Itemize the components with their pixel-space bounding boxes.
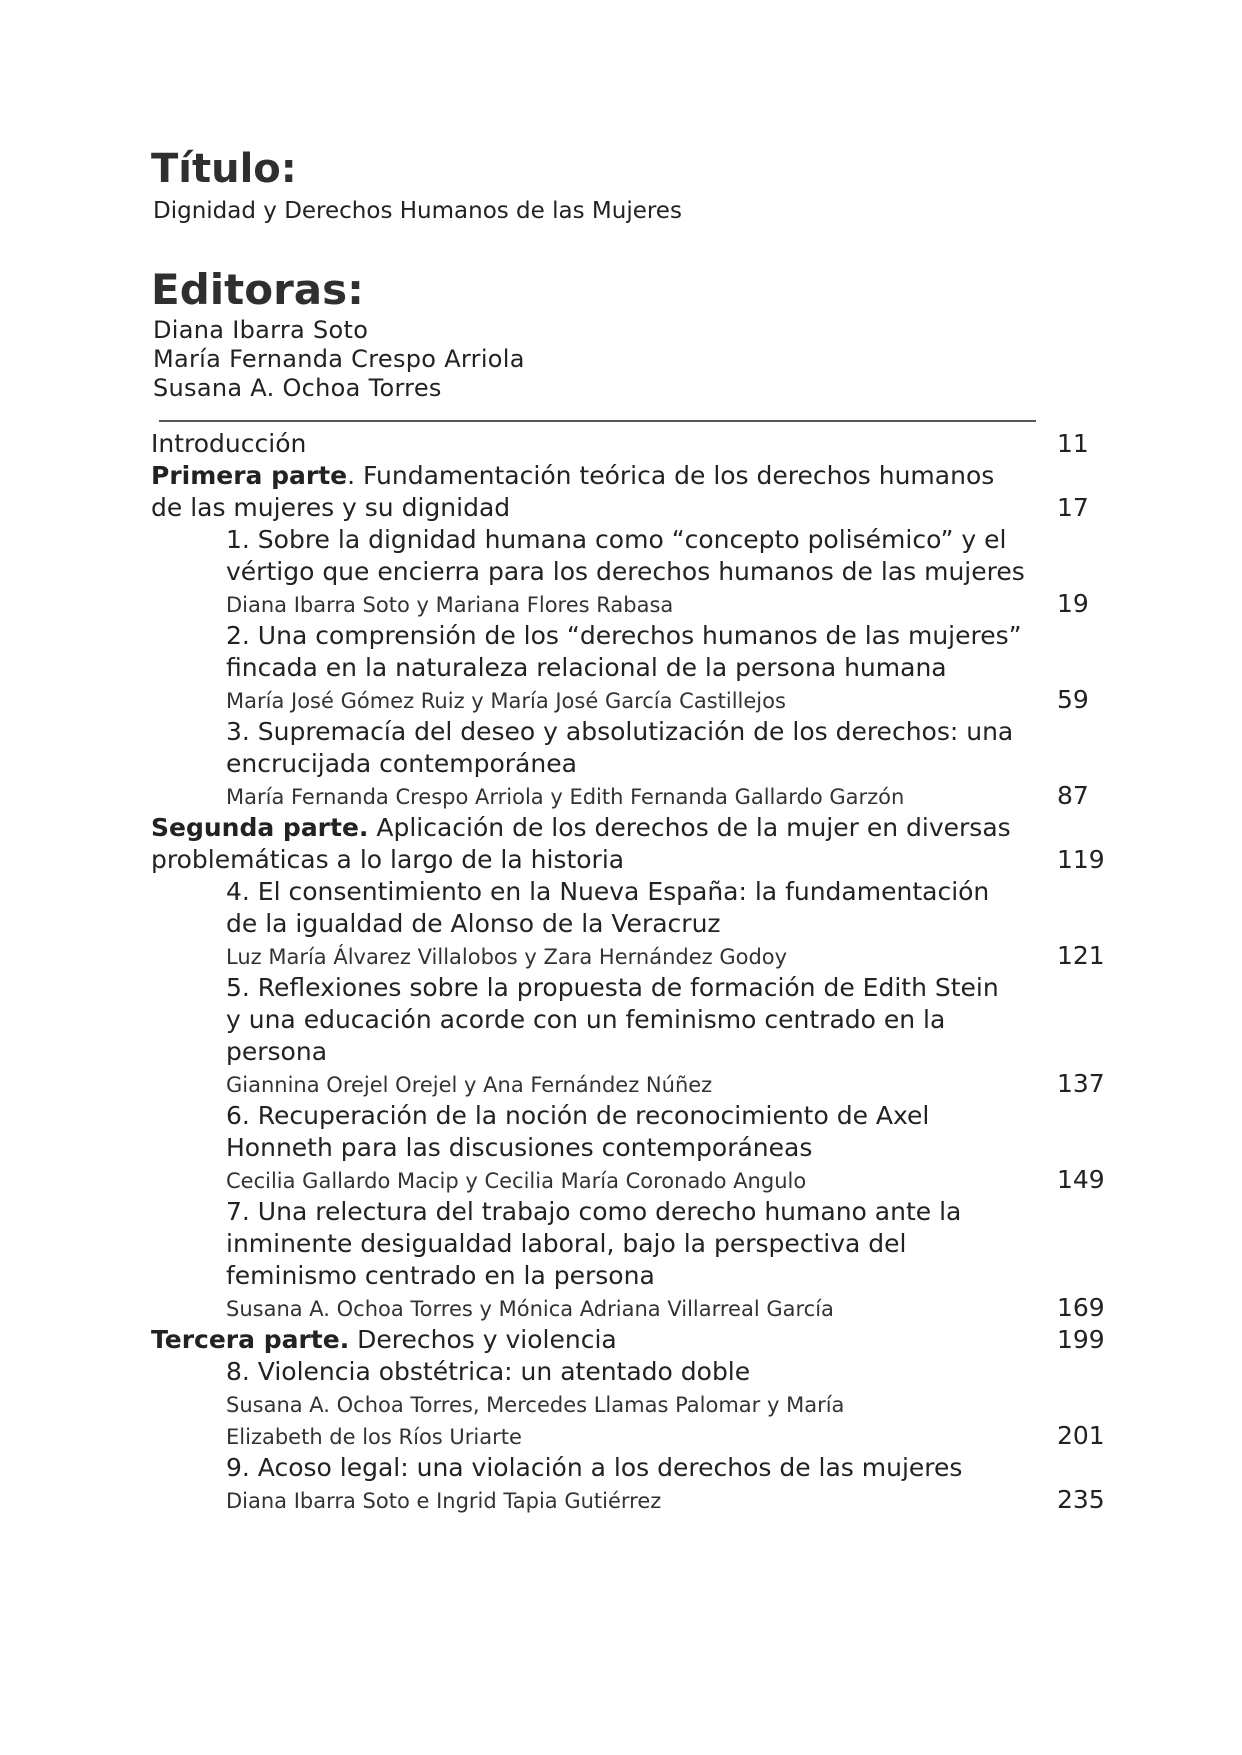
titulo-heading: Título: <box>151 146 297 192</box>
editor-name: Susana A. Ochoa Torres <box>153 374 442 402</box>
chapter-authors: Luz María Álvarez Villalobos y Zara Hernández Godoy <box>226 945 788 969</box>
chapter-authors-cont: Elizabeth de los Ríos Uriarte <box>226 1425 522 1449</box>
toc-chapter-title-cont: fincada en la naturaleza relacional de la persona humana <box>226 653 947 682</box>
toc-chapter-title: 2. Una comprensión de los “derechos humanos de las mujeres” <box>226 621 1022 650</box>
chapter-authors: Susana A. Ochoa Torres, Mercedes Llamas Palomar y María <box>226 1393 845 1417</box>
toc-chapter-authors-row <box>0 1068 1242 1100</box>
toc-chapter-authors-row <box>0 1484 1242 1516</box>
toc-chapter-authors-row <box>0 940 1242 972</box>
toc-chapter-title: 5. Reflexiones sobre la propuesta de formación de Edith Stein <box>226 973 999 1002</box>
toc-chapter-title-cont: de la igualdad de Alonso de la Veracruz <box>226 909 721 938</box>
toc-chapter-title-cont: Honneth para las discusiones contemporáneas <box>226 1133 813 1162</box>
toc-chapter-authors-row <box>0 1164 1242 1196</box>
toc-chapter-title-cont: y una educación acorde con un feminismo centrado en la <box>226 1005 946 1034</box>
chapter-authors: María Fernanda Crespo Arriola y Edith Fernanda Gallardo Garzón <box>226 785 905 809</box>
chapter-authors: Giannina Orejel Orejel y Ana Fernández Núñez <box>226 1073 713 1097</box>
toc-chapter-title: 4. El consentimiento en la Nueva España: la fundamentación <box>226 877 990 906</box>
toc-chapter-title: 7. Una relectura del trabajo como derecho humano ante la <box>226 1197 962 1226</box>
part-label: Segunda parte. <box>151 813 369 842</box>
toc-chapter-authors-row <box>0 684 1242 716</box>
chapter-authors: Cecilia Gallardo Macip y Cecilia María Coronado Angulo <box>226 1169 807 1193</box>
toc-chapter-title-cont: feminismo centrado en la persona <box>226 1261 655 1290</box>
toc-chapter-authors-row <box>0 780 1242 812</box>
editor-name: María Fernanda Crespo Arriola <box>153 345 525 373</box>
editors-list <box>153 316 1053 403</box>
toc-chapter-title: 6. Recuperación de la noción de reconocimiento de Axel <box>226 1101 930 1130</box>
book-title: Dignidad y Derechos Humanos de las Mujeres <box>153 198 682 224</box>
toc-entry-title: Introducción <box>151 429 307 458</box>
toc-chapter-title: 3. Supremacía del deseo y absolutización de los derechos: una <box>226 717 1014 746</box>
chapter-authors: María José Gómez Ruiz y María José García Castillejos <box>226 689 786 713</box>
toc-part-segunda <box>0 812 1242 844</box>
toc-chapter-authors-row <box>0 1292 1242 1324</box>
toc-page-number: 87 <box>1057 781 1089 810</box>
part-label: Tercera parte. <box>151 1325 350 1354</box>
divider-rule <box>159 420 1036 422</box>
toc-chapter-title-cont: inminente desigualdad laboral, bajo la perspectiva del <box>226 1229 907 1258</box>
part-title: Aplicación de los derechos de la mujer en diversas <box>368 813 1011 842</box>
toc-page-number: 235 <box>1057 1485 1105 1514</box>
part-title-cont: de las mujeres y su dignidad <box>151 493 511 522</box>
part-label: Primera parte <box>151 461 348 490</box>
editoras-heading: Editoras: <box>151 265 364 314</box>
toc-chapter-authors-row <box>0 588 1242 620</box>
chapter-authors: Diana Ibarra Soto e Ingrid Tapia Gutiérrez <box>226 1489 662 1513</box>
toc-page-number: 169 <box>1057 1293 1105 1322</box>
toc-entry-introduccion <box>0 428 1242 460</box>
toc-page-number: 121 <box>1057 941 1105 970</box>
toc-chapter-title-cont: vértigo que encierra para los derechos humanos de las mujeres <box>226 557 1025 586</box>
toc-part-tercera <box>0 1324 1242 1356</box>
part-title: Derechos y violencia <box>349 1325 617 1354</box>
table-of-contents <box>0 428 1242 1516</box>
toc-part-segunda-cont <box>0 844 1242 876</box>
toc-page-number: 17 <box>1057 493 1089 522</box>
toc-page-number: 137 <box>1057 1069 1105 1098</box>
toc-chapter-title: 8. Violencia obstétrica: un atentado doble <box>226 1357 751 1386</box>
toc-page-number: 199 <box>1057 1325 1105 1354</box>
toc-chapter-title: 1. Sobre la dignidad humana como “concepto polisémico” y el <box>226 525 1007 554</box>
toc-chapter-title: 9. Acoso legal: una violación a los derechos de las mujeres <box>226 1453 963 1482</box>
chapter-authors: Susana A. Ochoa Torres y Mónica Adriana Villarreal García <box>226 1297 834 1321</box>
toc-part-primera <box>0 460 1242 492</box>
toc-part-primera-cont <box>0 492 1242 524</box>
part-title: . Fundamentación teórica de los derechos humanos <box>347 461 995 490</box>
toc-chapter-authors-row <box>0 1420 1242 1452</box>
chapter-authors: Diana Ibarra Soto y Mariana Flores Rabasa <box>226 593 674 617</box>
editor-name: Diana Ibarra Soto <box>153 316 369 344</box>
toc-page-number: 119 <box>1057 845 1105 874</box>
toc-page-number: 149 <box>1057 1165 1105 1194</box>
part-title-cont: problemáticas a lo largo de la historia <box>151 845 625 874</box>
toc-page-number: 19 <box>1057 589 1089 618</box>
toc-page-number: 201 <box>1057 1421 1105 1450</box>
toc-page-number: 11 <box>1057 429 1089 458</box>
toc-chapter-authors-row <box>0 1388 1242 1420</box>
toc-page-number: 59 <box>1057 685 1089 714</box>
toc-chapter-title-cont: encrucijada contemporánea <box>226 749 577 778</box>
toc-chapter-title-cont: persona <box>226 1037 328 1066</box>
